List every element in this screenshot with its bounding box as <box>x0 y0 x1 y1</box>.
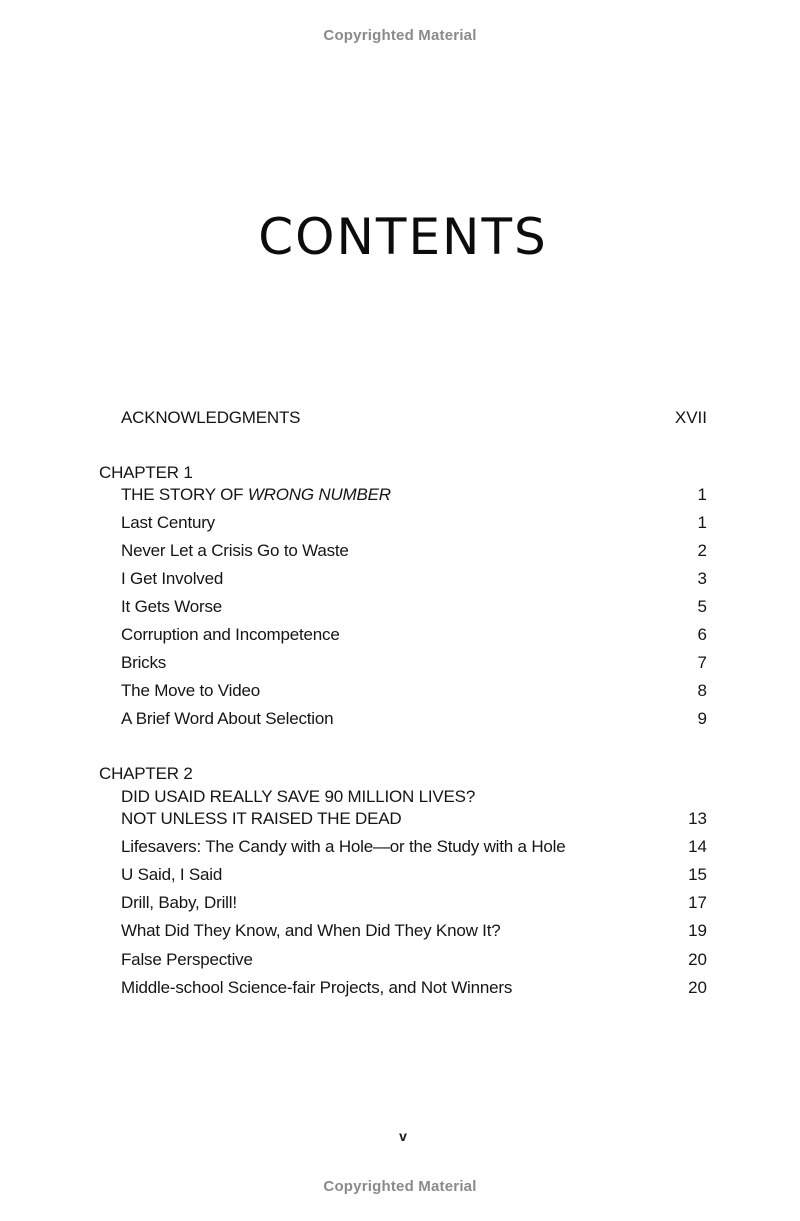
page-title: CONTENTS <box>258 208 548 266</box>
toc-page-number: 19 <box>688 921 707 940</box>
toc-entry: I Get Involved <box>121 569 224 588</box>
chapter-1-heading <box>121 485 391 505</box>
toc-entry: Bricks <box>121 653 167 672</box>
chapter-2-heading-line-1: DID USAID REALLY SAVE 90 MILLION LIVES? <box>121 787 476 806</box>
toc-page-acknowledgments: XVII <box>674 408 707 427</box>
toc-page-number: 20 <box>688 978 707 997</box>
toc-entry-acknowledgments: ACKNOWLEDGMENTS <box>121 408 301 427</box>
toc-entry: A Brief Word About Selection <box>121 709 334 728</box>
toc-entry: Lifesavers: The Candy with a Hole—or the Study with a Hole <box>121 837 566 856</box>
chapter-1-label: CHAPTER 1 <box>99 463 193 482</box>
chapter-2-heading-line-2: NOT UNLESS IT RAISED THE DEAD <box>121 809 402 828</box>
toc-entry: Corruption and Incompetence <box>121 625 340 644</box>
toc-page-number: 1 <box>697 513 707 532</box>
toc-page-number: 7 <box>697 653 707 672</box>
toc-page-number: 20 <box>688 950 707 969</box>
toc-page-number: 15 <box>688 865 707 884</box>
toc-page-number: 2 <box>697 541 707 560</box>
chapter-2-heading-page: 13 <box>688 809 707 828</box>
copyright-watermark-top: Copyrighted Material <box>323 27 477 44</box>
toc-entry: What Did They Know, and When Did They Know It? <box>121 921 501 940</box>
toc-entry: False Perspective <box>121 950 253 969</box>
toc-page-number: 8 <box>697 681 707 700</box>
chapter-1-heading-italic: WRONG NUMBER <box>247 485 391 504</box>
toc-entry: U Said, I Said <box>121 865 223 884</box>
toc-entry: The Move to Video <box>121 681 260 700</box>
toc-page-number: 17 <box>688 893 707 912</box>
toc-page-number: 14 <box>688 837 707 856</box>
toc-entry: Last Century <box>121 513 215 532</box>
toc-entry: Middle-school Science-fair Projects, and Not Winners <box>121 978 513 997</box>
toc-page-number: 6 <box>697 625 707 644</box>
chapter-1-heading-prefix: THE STORY OF <box>121 485 248 504</box>
toc-entry: Drill, Baby, Drill! <box>121 893 237 912</box>
toc-page-number: 5 <box>697 597 707 616</box>
chapter-2-label: CHAPTER 2 <box>99 764 193 783</box>
copyright-watermark-bottom: Copyrighted Material <box>323 1178 477 1195</box>
chapter-1-heading-page: 1 <box>697 485 707 504</box>
page-folio: v <box>399 1128 407 1144</box>
toc-entry: Never Let a Crisis Go to Waste <box>121 541 349 560</box>
toc-entry: It Gets Worse <box>121 597 223 616</box>
toc-page-number: 9 <box>697 709 707 728</box>
toc-page-number: 3 <box>697 569 707 588</box>
